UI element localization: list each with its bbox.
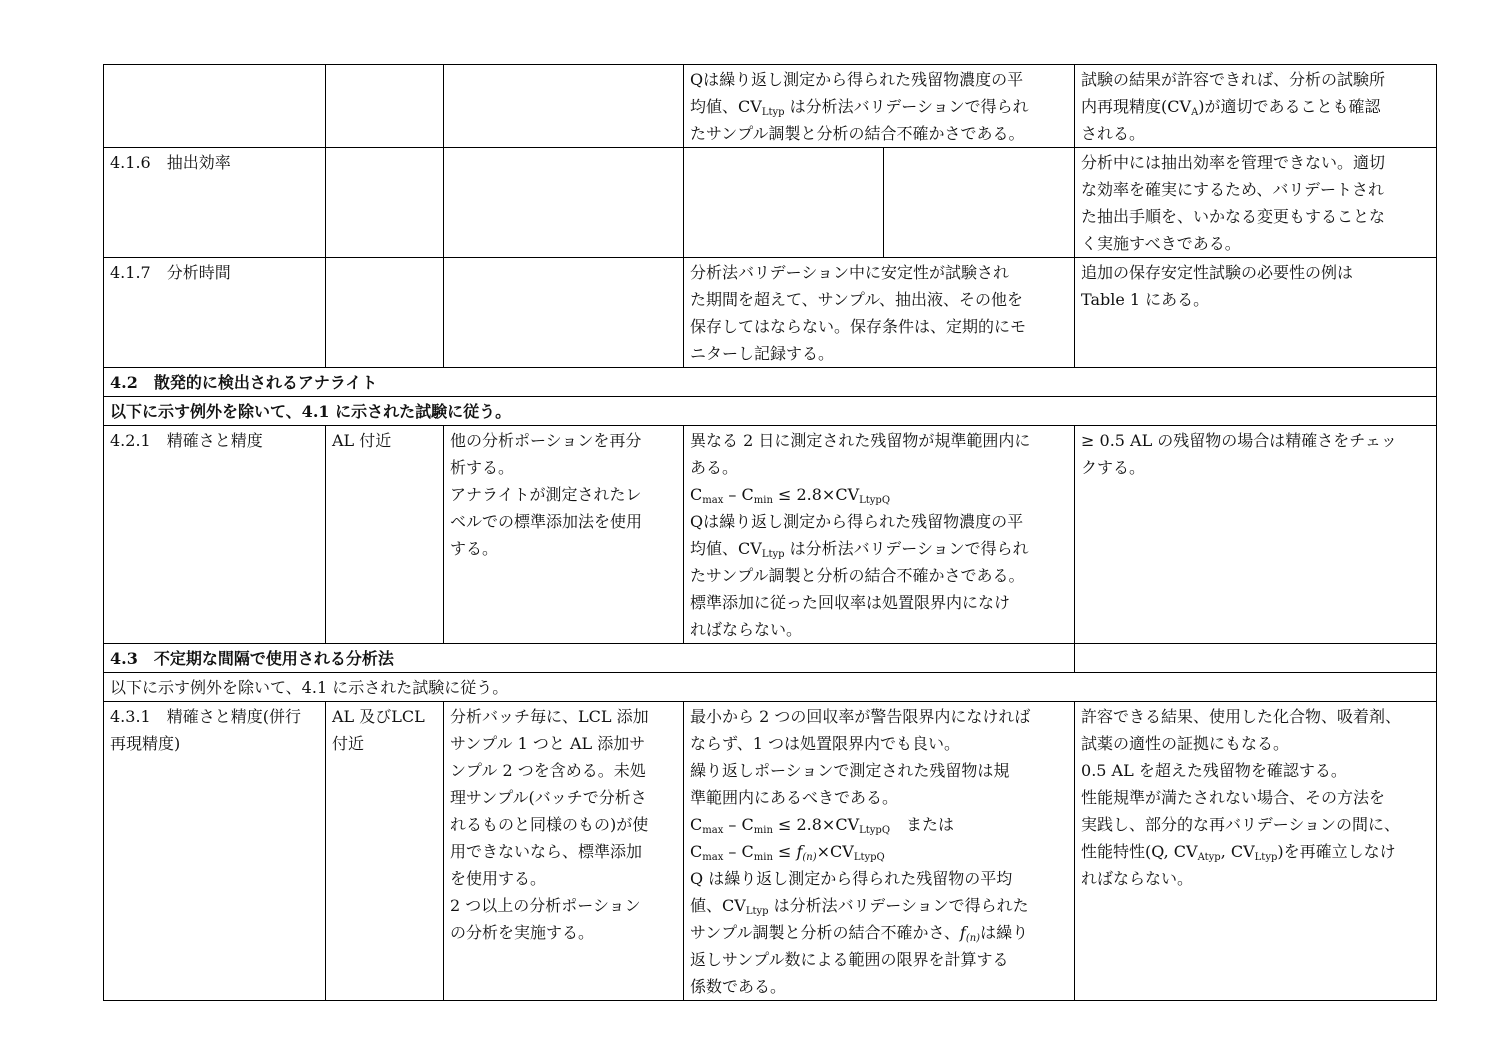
cell-empty (326, 148, 444, 258)
item-title-cell: 4.2.1 精確さと精度 (104, 426, 326, 644)
criteria-cell: Qは繰り返し測定から得られた残留物濃度の平 均値、$CV_{Ltyp}$ は分析法バリデーションで得られ たサンプル調製と分析の結合不確かさである。 (684, 65, 1075, 148)
item-title-cell: 4.1.7 分析時間 (104, 258, 326, 368)
comment-cell: 分析中には抽出効率を管理できない。適切 な効率を確実にするため、バリデートされ た抽出手順を、いかなる変更もすることな く実施すべきである。 (1075, 148, 1437, 258)
section-row-4-2 (104, 368, 1437, 397)
table-row-4-1-6 (104, 148, 1437, 258)
cell-empty (884, 148, 1075, 258)
comment-cell: 試験の結果が許容できれば、分析の試験所 内再現精度$(CV_A)$が適切であることも確認 される。 (1075, 65, 1437, 148)
cell-empty (326, 65, 444, 148)
section-note-row (104, 673, 1437, 702)
action-cell: 他の分析ポーションを再分 析する。 アナライトが測定されたレ ベルでの標準添加法を使用 する。 (444, 426, 684, 644)
cell-empty (444, 65, 684, 148)
cell-empty (104, 65, 326, 148)
cell-empty (1075, 644, 1437, 673)
table-row-4-3-1 (104, 702, 1437, 1001)
section-note-row (104, 397, 1437, 426)
table-row-4-1-7 (104, 258, 1437, 368)
cell-empty (444, 148, 684, 258)
comment-cell: 追加の保存安定性試験の必要性の例は Table 1 にある。 (1075, 258, 1437, 368)
item-title-cell: 4.3.1 精確さと精度(併行 再現精度) (104, 702, 326, 1001)
range-formula: $C_{max} - C_{min} \le 2.8\times CV_{LtypQ}$ または (690, 815, 955, 836)
item-title-cell: 4.1.6 抽出効率 (104, 148, 326, 258)
level-cell: AL 付近 (326, 426, 444, 644)
section-note: 以下に示す例外を除いて、4.1 に示された試験に従う。 (104, 673, 1437, 702)
criteria-cell: 分析法バリデーション中に安定性が試験され た期間を超えて、サンプル、抽出液、その他を 保存してはならない。保存条件は、定期的にモ ニターし記録する。 (684, 258, 1075, 368)
table-row-4-2-1 (104, 426, 1437, 644)
cell-empty (444, 258, 684, 368)
cell-empty (326, 258, 444, 368)
requirements-table (103, 64, 1437, 1001)
range-formula: $C_{max} - C_{min} \le 2.8\times CV_{LtypQ}$ (690, 485, 891, 506)
comment-cell: ≥ 0.5 AL の残留物の場合は精確さをチェッ クする。 (1075, 426, 1437, 644)
section-heading: 4.3 不定期な間隔で使用される分析法 (104, 644, 1075, 673)
cell-empty (684, 148, 884, 258)
comment-cell: 許容できる結果、使用した化合物、吸着剤、 試薬の適性の証拠にもなる。 0.5 AL を超えた残留物を確認する。 性能規準が満たされない場合、その方法を 実践し、部分的な再バリデーションの間に、 性能特性(Q, $CV_{Atyp}$, $CV_{Ltyp}$)を再確立しなけ ればならない。 (1075, 702, 1437, 1001)
criteria-cell: 最小から 2 つの回収率が警告限界内になければ ならず、1 つは処置限界内でも良い。 繰り返しポーションで測定された残留物は規 準範囲内にあるべきである。 $C_{max} - C_{min} \le 2.8\times CV_{LtypQ}$ または $C_{max} - C_{min} \le f_{(n)}\times CV_{LtypQ}$ Q は繰り返し測定から得られた残留物の平均 値、$CV_{Ltyp}$ は分析法バリデーションで得られた サンプル調製と分析の結合不確かさ、$f_{(n)}$は繰り 返しサンプル数による範囲の限界を計算する 係数である。 (684, 702, 1075, 1001)
section-row-4-3 (104, 644, 1437, 673)
table-row (104, 65, 1437, 148)
level-cell: AL 及びLCL 付近 (326, 702, 444, 1001)
criteria-cell: 異なる 2 日に測定された残留物が規準範囲内に ある。 $C_{max} - C_{min} \le 2.8\times CV_{LtypQ}$ Qは繰り返し測定から得られた残留物濃度の平 均値、$CV_{Ltyp}$ は分析法バリデーションで得られ たサンプル調製と分析の結合不確かさである。 標準添加に従った回収率は処置限界内になけ ればならない。 (684, 426, 1075, 644)
action-cell: 分析バッチ毎に、LCL 添加 サンプル 1 つと AL 添加サ ンプル 2 つを含める。未処 理サンプル(バッチで分析さ れるものと同様のもの)が使 用できないなら、標準添加 を使用する。 2 つ以上の分析ポーション の分析を実施する。 (444, 702, 684, 1001)
range-formula: $C_{max} - C_{min} \le f_{(n)}\times CV_{LtypQ}$ (690, 842, 885, 863)
section-note: 以下に示す例外を除いて、4.1 に示された試験に従う。 (104, 397, 1437, 426)
section-heading: 4.2 散発的に検出されるアナライト (104, 368, 1437, 397)
